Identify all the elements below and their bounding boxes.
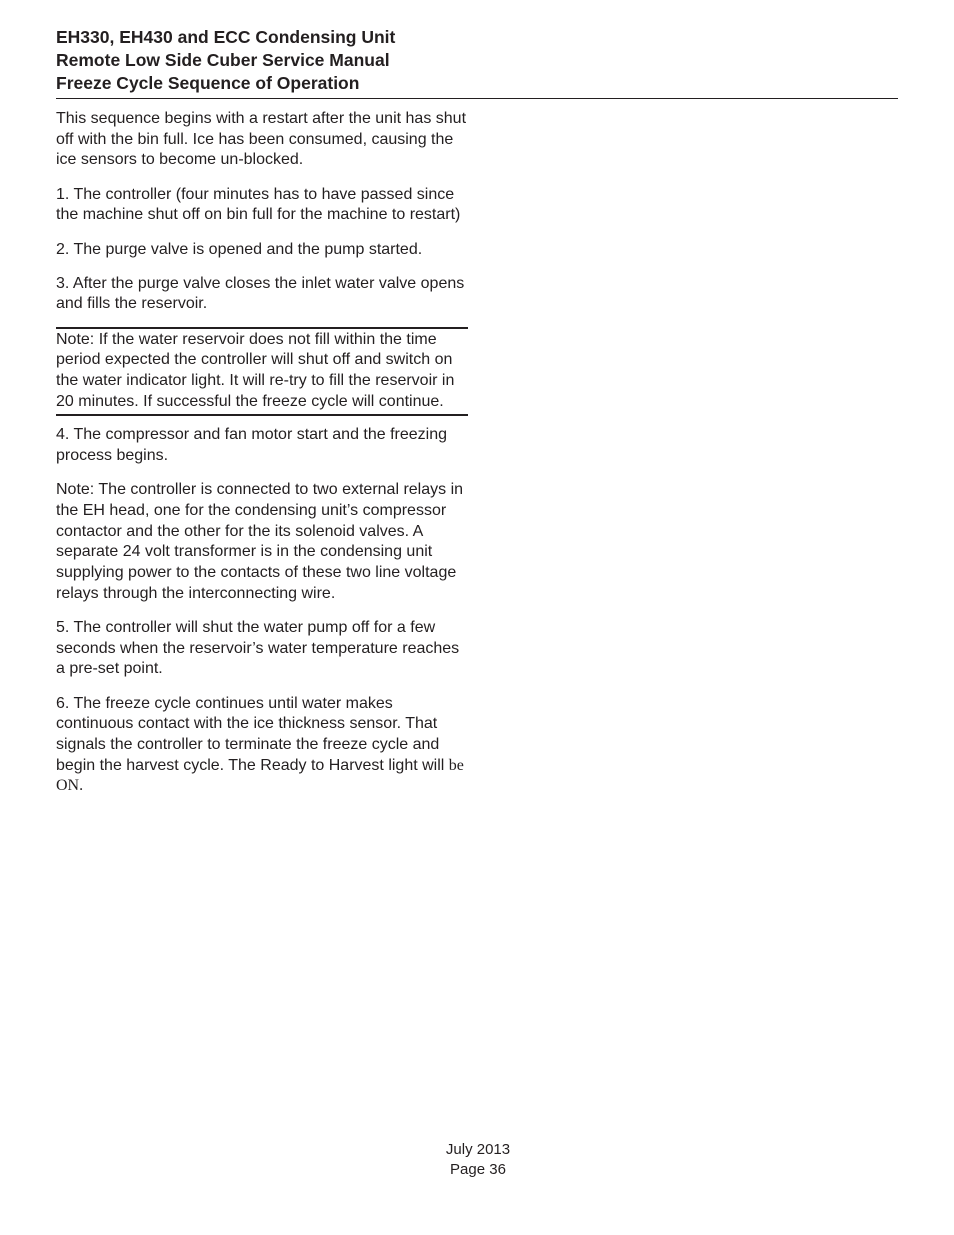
- step-4: 4. The compressor and fan motor start and the freezing process begins.: [56, 426, 448, 465]
- note-box: [56, 327, 468, 417]
- step-1: 1. The controller (four minutes has to have passed since the machine shut off on bin full for the machine to restart): [56, 185, 461, 224]
- main-content: [56, 109, 468, 811]
- page-footer: [0, 1140, 954, 1179]
- section-title: Freeze Cycle Sequence of Operation: [56, 73, 360, 93]
- step-6: [56, 694, 468, 798]
- header-title-line1: EH330, EH430 and ECC Condensing Unit: [56, 27, 396, 47]
- intro-paragraph: This sequence begins with a restart after the unit has shut off with the bin full. Ice has been consumed, causing the ice sensors to become un-blocked.: [56, 110, 467, 169]
- note-reservoir: Note: If the water reservoir does not fill within the time period expected the controller will shut off and switch on the water indicator light. It will re-try to fill the reservoir in 20 minutes. If successful the freeze cycle will continue.: [56, 330, 455, 410]
- header-title-line2: Remote Low Side Cuber Service Manual: [56, 50, 390, 70]
- document-header: [56, 26, 898, 95]
- footer-date: July 2013: [445, 1141, 511, 1158]
- header-divider: [56, 98, 898, 99]
- note-controller: Note: The controller is connected to two external relays in the EH head, one for the condensing unit’s compressor contactor and the other for the its solenoid valves. A separate 24 volt transformer is in the condensing unit supplying power to the contacts of these two line voltage relays through the interconnecting wire.: [56, 481, 464, 602]
- step-5: 5. The controller will shut the water pump off for a few seconds when the reservoir’s water temperature reaches a pre-set point.: [56, 619, 460, 678]
- step-6-text: 6. The freeze cycle continues until water makes continuous contact with the ice thickness sensor. That signals the controller to terminate the freeze cycle and begin the harvest cycle. The Ready to Harvest light will: [56, 694, 449, 774]
- step-6-tail: be ON.: [56, 756, 464, 795]
- page-number: Page 36: [450, 1160, 506, 1178]
- step-2: 2. The purge valve is opened and the pump started.: [56, 240, 423, 258]
- step-3: 3. After the purge valve closes the inlet water valve opens and fills the reservoir.: [56, 274, 465, 313]
